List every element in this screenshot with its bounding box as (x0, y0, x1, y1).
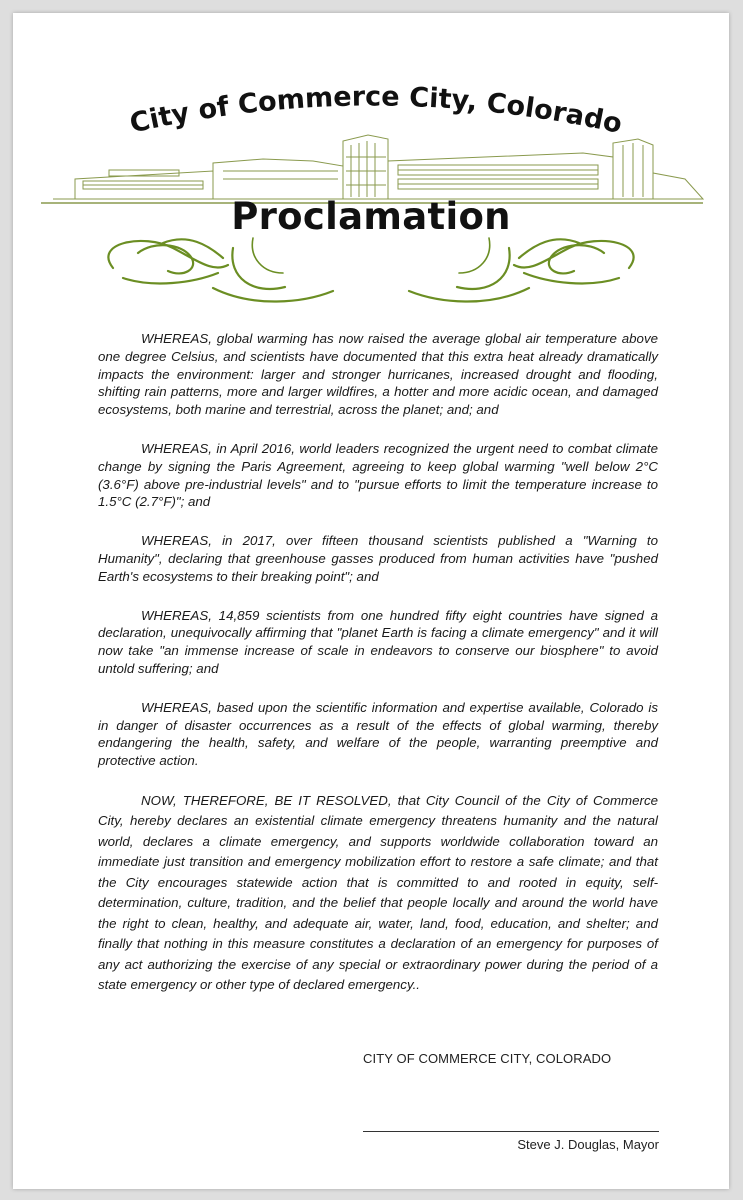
whereas-paragraph: WHEREAS, global warming has now raised the average global air temperature above one degree Celsius, and scientists have documented that this extra heat already dramatically impacts the environment: larger and stronger hurricanes, increased drought and flooding, shifting rain patterns, more and larger wildfires, a hotter and more acidic ocean, and damaged ecosystems, both marine and terrestrial, across the planet; and; and (98, 331, 658, 418)
city-title: City of Commerce City, Colorado (127, 81, 625, 140)
decorative-swirls (108, 238, 633, 302)
whereas-paragraph: WHEREAS, 14,859 scientists from one hundred fifty eight countries have signed a declaration, unequivocally affirming that "planet Earth is facing a climate emergency" and it will now take "an immense increase of scale in endeavors to conserve our biosphere" to avoid untold suffering; and (98, 607, 658, 676)
proclamation-title: Proclamation (231, 195, 511, 238)
city-name-caps: CITY OF COMMERCE CITY, COLORADO (363, 1051, 612, 1066)
document-page (13, 13, 729, 1189)
resolved-paragraph: NOW, THEREFORE, BE IT RESOLVED, that City Council of the City of Commerce City, hereby declares an existential climate emergency threatens humanity and the natural world, declares a climate emergency, and supports worldwide collaboration toward an immediate just transition and emergency mobilization effort to restore a safe climate; and that the City encourages statewide action that is committed to and rooted in equity, self-determination, culture, tradition, and the belief that people locally and around the world have the right to clean, healthy, and adequate air, water, land, food, education, and shelter; and finally that nothing in this measure constitutes a declaration of an emergency for purposes of any act authorizing the exercise of any special or extraordinary power during the period of a state emergency or other type of declared emergency.. (98, 792, 658, 993)
signature-line (363, 1131, 659, 1132)
building-illustration (41, 135, 703, 203)
whereas-paragraph: WHEREAS, in 2017, over fifteen thousand scientists published a "Warning to Humanity", declaring that greenhouse gasses produced from human activities have "pushed Earth's ecosystems to their breaking point"; and (98, 533, 658, 584)
whereas-paragraph: WHEREAS, based upon the scientific information and expertise available, Colorado is in danger of disaster occurrences as a result of the effects of global warming, thereby endangering the health, safety, and welfare of the people, warranting preemptive and protective action. (98, 699, 658, 769)
mayor-signature-name: Steve J. Douglas, Mayor (517, 1137, 659, 1152)
whereas-paragraph: WHEREAS, in April 2016, world leaders recognized the urgent need to combat climate change by signing the Paris Agreement, agreeing to keep global warming "well below 2°C (3.6°F) above pre-industrial levels" and to "pursue efforts to limit the temperature increase to 1.5°C (2.7°F)"; and (98, 440, 658, 510)
proclamation-body (98, 330, 658, 1017)
